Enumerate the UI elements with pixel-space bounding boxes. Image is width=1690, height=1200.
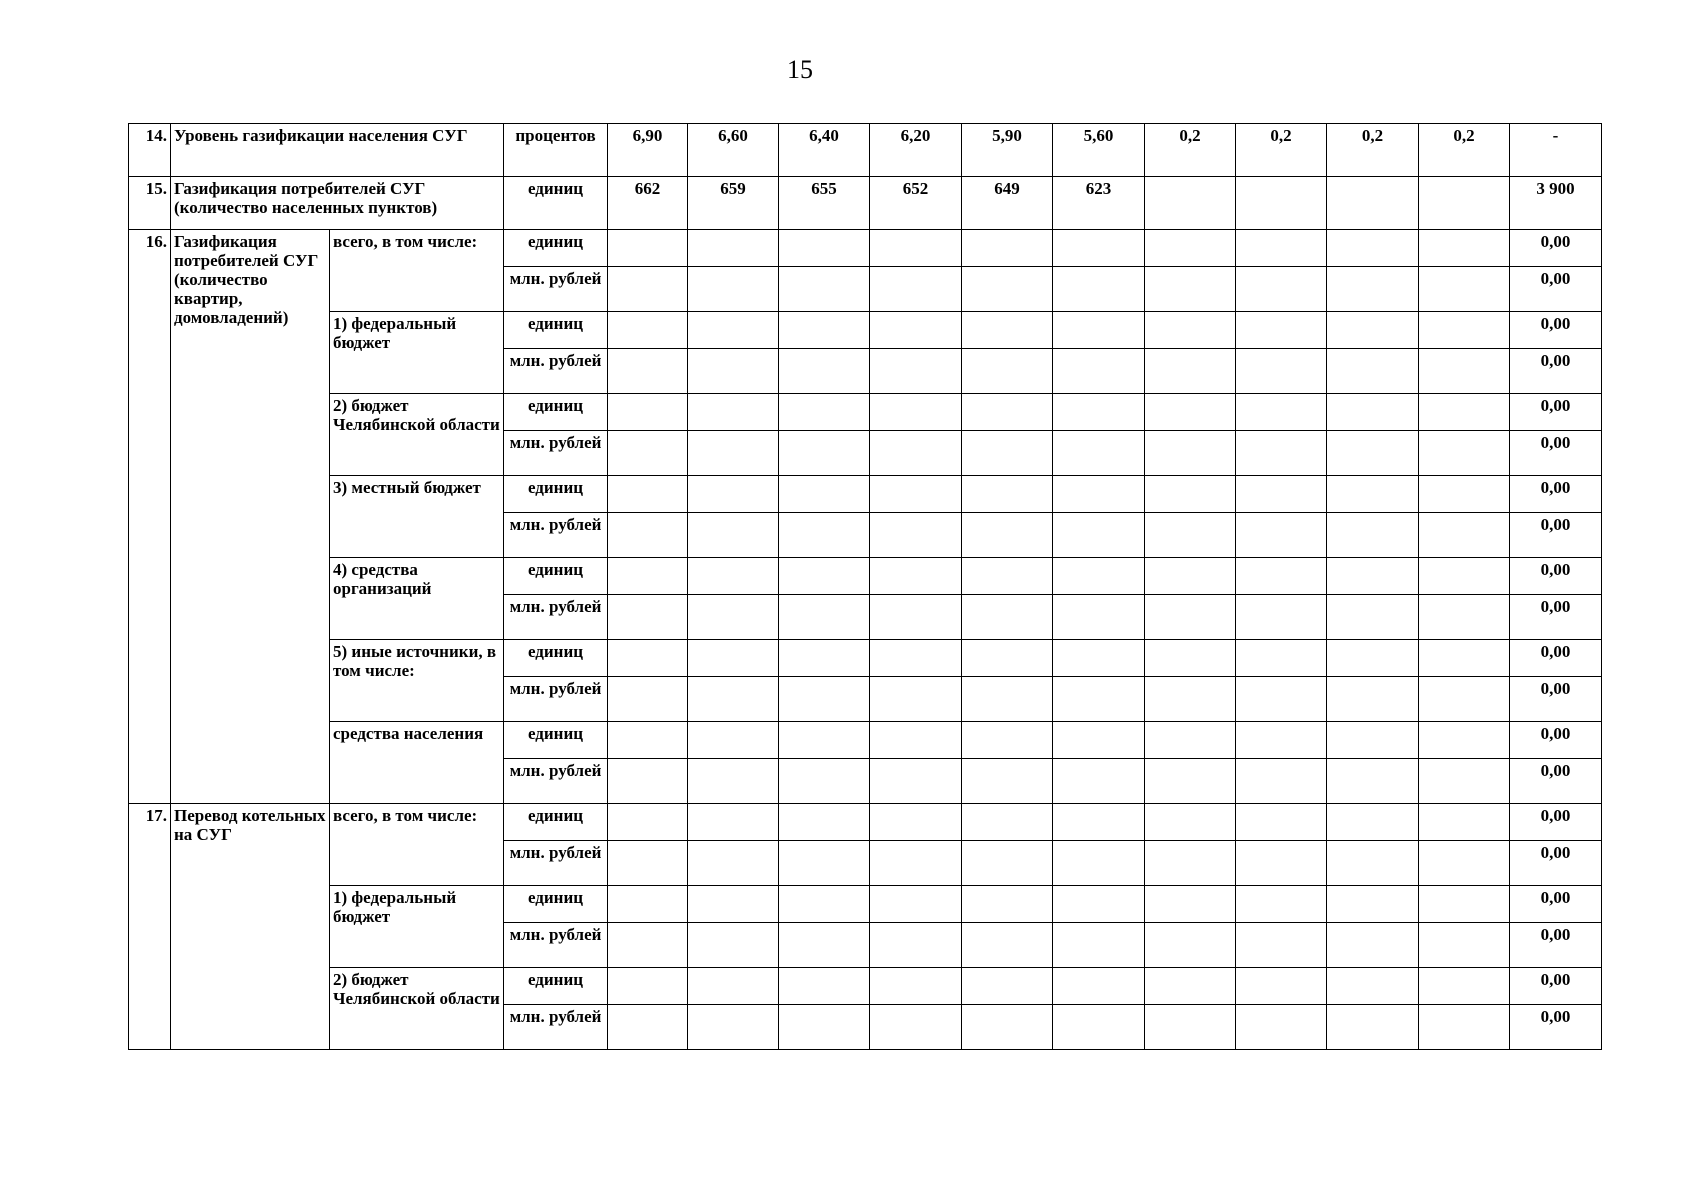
value-cell — [1053, 394, 1145, 431]
funding-source: 1) федеральный бюджет — [330, 312, 504, 394]
value-cell — [1053, 312, 1145, 349]
value-cell — [962, 595, 1053, 640]
value-cell — [1236, 476, 1327, 513]
unit-cell: млн. рублей — [504, 759, 608, 804]
value-cell — [608, 677, 688, 722]
value-cell — [1327, 677, 1419, 722]
unit-cell: единиц — [504, 886, 608, 923]
value-cell — [688, 476, 779, 513]
value-cell — [779, 968, 870, 1005]
value-cell — [962, 349, 1053, 394]
total-cell: 0,00 — [1510, 1005, 1602, 1050]
value-cell — [870, 513, 962, 558]
unit-cell: процентов — [504, 124, 608, 177]
value-cell — [1145, 841, 1236, 886]
value-cell — [779, 841, 870, 886]
total-cell: 0,00 — [1510, 841, 1602, 886]
value-cell — [608, 431, 688, 476]
value-cell — [1419, 177, 1510, 230]
value-cell — [779, 230, 870, 267]
value-cell — [1053, 968, 1145, 1005]
funding-source: 2) бюджет Челябинской области — [330, 968, 504, 1050]
value-cell — [870, 759, 962, 804]
value-cell — [962, 759, 1053, 804]
value-cell — [1419, 759, 1510, 804]
value-cell — [1419, 923, 1510, 968]
value-cell — [779, 349, 870, 394]
value-cell — [1145, 349, 1236, 394]
value-cell — [1327, 1005, 1419, 1050]
unit-cell: единиц — [504, 804, 608, 841]
value-cell — [1327, 595, 1419, 640]
value-cell — [688, 595, 779, 640]
value-cell: 652 — [870, 177, 962, 230]
value-cell — [962, 267, 1053, 312]
unit-cell: единиц — [504, 640, 608, 677]
value-cell — [1236, 968, 1327, 1005]
value-cell — [1236, 177, 1327, 230]
value-cell — [962, 968, 1053, 1005]
value-cell — [1327, 230, 1419, 267]
table-row — [129, 230, 1602, 267]
row-number: 14. — [129, 124, 171, 177]
table-row — [129, 177, 1602, 230]
total-cell: 0,00 — [1510, 640, 1602, 677]
value-cell — [1236, 677, 1327, 722]
value-cell — [1236, 1005, 1327, 1050]
value-cell — [608, 841, 688, 886]
value-cell — [1236, 640, 1327, 677]
value-cell — [870, 476, 962, 513]
unit-cell: единиц — [504, 394, 608, 431]
value-cell — [1236, 431, 1327, 476]
value-cell — [1145, 431, 1236, 476]
value-cell — [1236, 595, 1327, 640]
value-cell — [962, 394, 1053, 431]
value-cell — [1053, 513, 1145, 558]
value-cell — [1145, 640, 1236, 677]
value-cell: 655 — [779, 177, 870, 230]
value-cell — [1419, 230, 1510, 267]
value-cell: 0,2 — [1236, 124, 1327, 177]
unit-cell: единиц — [504, 312, 608, 349]
value-cell — [870, 394, 962, 431]
value-cell — [870, 722, 962, 759]
value-cell — [1145, 968, 1236, 1005]
table-row — [129, 804, 1602, 841]
value-cell — [1419, 513, 1510, 558]
value-cell: 659 — [688, 177, 779, 230]
total-cell: 0,00 — [1510, 677, 1602, 722]
value-cell — [688, 677, 779, 722]
total-cell: 0,00 — [1510, 595, 1602, 640]
value-cell — [1145, 230, 1236, 267]
value-cell — [608, 759, 688, 804]
table-row — [129, 312, 1602, 349]
value-cell — [1419, 476, 1510, 513]
value-cell — [688, 558, 779, 595]
funding-source: всего, в том числе: — [330, 804, 504, 886]
total-cell: - — [1510, 124, 1602, 177]
total-cell: 0,00 — [1510, 759, 1602, 804]
value-cell — [779, 595, 870, 640]
value-cell — [1419, 349, 1510, 394]
unit-cell: единиц — [504, 230, 608, 267]
value-cell — [1327, 267, 1419, 312]
value-cell — [1236, 558, 1327, 595]
value-cell — [688, 968, 779, 1005]
value-cell — [962, 230, 1053, 267]
funding-source: 4) средства организаций — [330, 558, 504, 640]
funding-source: 2) бюджет Челябинской области — [330, 394, 504, 476]
value-cell — [1236, 759, 1327, 804]
value-cell — [1419, 677, 1510, 722]
value-cell — [870, 923, 962, 968]
value-cell — [1053, 640, 1145, 677]
value-cell — [1327, 722, 1419, 759]
value-cell — [608, 886, 688, 923]
value-cell — [688, 267, 779, 312]
value-cell — [688, 1005, 779, 1050]
value-cell — [1419, 968, 1510, 1005]
value-cell — [962, 476, 1053, 513]
unit-cell: единиц — [504, 558, 608, 595]
value-cell — [1145, 923, 1236, 968]
value-cell — [1145, 476, 1236, 513]
funding-source: 1) федеральный бюджет — [330, 886, 504, 968]
value-cell — [688, 640, 779, 677]
value-cell — [1236, 886, 1327, 923]
unit-cell: млн. рублей — [504, 923, 608, 968]
value-cell — [1053, 230, 1145, 267]
value-cell — [1419, 558, 1510, 595]
value-cell — [962, 1005, 1053, 1050]
value-cell — [1327, 558, 1419, 595]
value-cell — [1419, 841, 1510, 886]
value-cell — [1419, 595, 1510, 640]
value-cell — [1327, 923, 1419, 968]
value-cell — [779, 804, 870, 841]
value-cell — [962, 923, 1053, 968]
value-cell — [1327, 759, 1419, 804]
value-cell — [608, 968, 688, 1005]
total-cell: 0,00 — [1510, 886, 1602, 923]
value-cell — [870, 595, 962, 640]
table-row — [129, 968, 1602, 1005]
unit-cell: единиц — [504, 968, 608, 1005]
total-cell: 0,00 — [1510, 267, 1602, 312]
unit-cell: млн. рублей — [504, 595, 608, 640]
value-cell — [1327, 804, 1419, 841]
funding-source: всего, в том числе: — [330, 230, 504, 312]
value-cell — [1053, 267, 1145, 312]
total-cell: 0,00 — [1510, 923, 1602, 968]
value-cell — [1053, 886, 1145, 923]
value-cell — [1327, 349, 1419, 394]
value-cell — [1236, 394, 1327, 431]
total-cell: 0,00 — [1510, 230, 1602, 267]
value-cell — [962, 841, 1053, 886]
value-cell — [962, 513, 1053, 558]
value-cell — [608, 476, 688, 513]
value-cell — [1053, 804, 1145, 841]
indicator-name: Перевод котельных на СУГ — [171, 804, 330, 1050]
unit-cell: млн. рублей — [504, 1005, 608, 1050]
value-cell — [1327, 312, 1419, 349]
value-cell — [870, 1005, 962, 1050]
total-cell: 3 900 — [1510, 177, 1602, 230]
value-cell — [962, 677, 1053, 722]
funding-source: 5) иные источники, в том числе: — [330, 640, 504, 722]
value-cell — [688, 394, 779, 431]
table-row — [129, 476, 1602, 513]
value-cell — [1327, 431, 1419, 476]
unit-cell: млн. рублей — [504, 267, 608, 312]
value-cell — [1327, 640, 1419, 677]
unit-cell: млн. рублей — [504, 513, 608, 558]
value-cell: 649 — [962, 177, 1053, 230]
value-cell — [870, 804, 962, 841]
value-cell — [1145, 677, 1236, 722]
value-cell — [608, 267, 688, 312]
value-cell — [608, 312, 688, 349]
value-cell — [608, 558, 688, 595]
value-cell — [608, 394, 688, 431]
value-cell — [1236, 267, 1327, 312]
value-cell — [779, 886, 870, 923]
value-cell — [688, 513, 779, 558]
value-cell — [962, 431, 1053, 476]
value-cell — [870, 230, 962, 267]
table-row — [129, 886, 1602, 923]
value-cell — [870, 640, 962, 677]
total-cell: 0,00 — [1510, 968, 1602, 1005]
value-cell — [1145, 886, 1236, 923]
value-cell — [779, 1005, 870, 1050]
value-cell: 0,2 — [1145, 124, 1236, 177]
value-cell — [688, 923, 779, 968]
value-cell — [1236, 513, 1327, 558]
value-cell — [608, 923, 688, 968]
value-cell — [688, 804, 779, 841]
table-row — [129, 640, 1602, 677]
indicator-name: Газификация потребителей СУГ (количество квартир, домовладений) — [171, 230, 330, 804]
value-cell — [1053, 431, 1145, 476]
unit-cell: единиц — [504, 177, 608, 230]
total-cell: 0,00 — [1510, 349, 1602, 394]
value-cell — [608, 595, 688, 640]
value-cell — [688, 886, 779, 923]
total-cell: 0,00 — [1510, 722, 1602, 759]
row-number: 17. — [129, 804, 171, 1050]
value-cell — [688, 349, 779, 394]
value-cell — [1053, 759, 1145, 804]
value-cell — [870, 349, 962, 394]
value-cell — [1419, 394, 1510, 431]
value-cell — [1419, 312, 1510, 349]
value-cell — [1145, 558, 1236, 595]
unit-cell: млн. рублей — [504, 349, 608, 394]
value-cell — [1419, 640, 1510, 677]
unit-cell: единиц — [504, 476, 608, 513]
value-cell — [688, 759, 779, 804]
value-cell — [779, 759, 870, 804]
value-cell — [1419, 1005, 1510, 1050]
total-cell: 0,00 — [1510, 804, 1602, 841]
value-cell — [1419, 722, 1510, 759]
value-cell — [1053, 677, 1145, 722]
value-cell — [779, 267, 870, 312]
value-cell — [779, 476, 870, 513]
value-cell — [870, 968, 962, 1005]
value-cell — [688, 312, 779, 349]
value-cell — [1236, 804, 1327, 841]
value-cell — [779, 923, 870, 968]
value-cell — [688, 230, 779, 267]
unit-cell: млн. рублей — [504, 677, 608, 722]
value-cell — [1145, 394, 1236, 431]
total-cell: 0,00 — [1510, 513, 1602, 558]
value-cell — [962, 558, 1053, 595]
value-cell — [608, 640, 688, 677]
value-cell — [1145, 804, 1236, 841]
value-cell — [1236, 312, 1327, 349]
total-cell: 0,00 — [1510, 476, 1602, 513]
value-cell — [1145, 312, 1236, 349]
value-cell — [1327, 177, 1419, 230]
indicators-table — [128, 123, 1602, 1050]
value-cell — [1053, 349, 1145, 394]
value-cell — [1053, 923, 1145, 968]
value-cell — [608, 349, 688, 394]
value-cell: 6,20 — [870, 124, 962, 177]
value-cell — [1236, 722, 1327, 759]
value-cell — [779, 640, 870, 677]
unit-cell: единиц — [504, 722, 608, 759]
value-cell — [1327, 476, 1419, 513]
value-cell — [1053, 476, 1145, 513]
unit-cell: млн. рублей — [504, 431, 608, 476]
value-cell — [1327, 513, 1419, 558]
value-cell: 6,40 — [779, 124, 870, 177]
value-cell: 5,90 — [962, 124, 1053, 177]
value-cell — [870, 677, 962, 722]
value-cell — [779, 431, 870, 476]
value-cell — [688, 841, 779, 886]
value-cell: 662 — [608, 177, 688, 230]
value-cell — [1236, 349, 1327, 394]
value-cell — [608, 722, 688, 759]
value-cell — [870, 431, 962, 476]
indicator-name: Газификация потребителей СУГ (количество населенных пунктов) — [171, 177, 504, 230]
table-row — [129, 722, 1602, 759]
value-cell — [962, 804, 1053, 841]
value-cell — [779, 722, 870, 759]
value-cell — [1145, 177, 1236, 230]
value-cell — [1053, 841, 1145, 886]
value-cell — [1419, 804, 1510, 841]
total-cell: 0,00 — [1510, 312, 1602, 349]
value-cell — [1419, 431, 1510, 476]
value-cell — [1053, 595, 1145, 640]
value-cell — [779, 513, 870, 558]
value-cell — [1053, 722, 1145, 759]
table-row — [129, 558, 1602, 595]
value-cell — [1145, 722, 1236, 759]
value-cell: 6,60 — [688, 124, 779, 177]
value-cell — [870, 312, 962, 349]
value-cell — [779, 394, 870, 431]
funding-source: 3) местный бюджет — [330, 476, 504, 558]
value-cell — [779, 558, 870, 595]
value-cell — [1236, 230, 1327, 267]
page-number: 15 — [787, 55, 813, 84]
value-cell — [1145, 513, 1236, 558]
value-cell — [962, 722, 1053, 759]
value-cell — [1236, 923, 1327, 968]
row-number: 16. — [129, 230, 171, 804]
total-cell: 0,00 — [1510, 431, 1602, 476]
value-cell — [1327, 886, 1419, 923]
funding-source: средства населения — [330, 722, 504, 804]
value-cell — [870, 558, 962, 595]
value-cell — [1419, 886, 1510, 923]
value-cell — [962, 640, 1053, 677]
value-cell: 623 — [1053, 177, 1145, 230]
value-cell — [1053, 1005, 1145, 1050]
value-cell — [608, 1005, 688, 1050]
indicator-name: Уровень газификации населения СУГ — [171, 124, 504, 177]
value-cell — [608, 804, 688, 841]
value-cell — [1053, 558, 1145, 595]
value-cell — [1145, 267, 1236, 312]
value-cell: 5,60 — [1053, 124, 1145, 177]
unit-cell: млн. рублей — [504, 841, 608, 886]
value-cell — [870, 886, 962, 923]
total-cell: 0,00 — [1510, 394, 1602, 431]
value-cell — [1327, 841, 1419, 886]
value-cell — [1327, 394, 1419, 431]
value-cell — [1145, 595, 1236, 640]
value-cell — [962, 312, 1053, 349]
table-row — [129, 124, 1602, 177]
value-cell — [870, 267, 962, 312]
value-cell — [779, 312, 870, 349]
value-cell — [688, 431, 779, 476]
value-cell — [779, 677, 870, 722]
value-cell — [1145, 1005, 1236, 1050]
value-cell — [870, 841, 962, 886]
value-cell — [1145, 759, 1236, 804]
total-cell: 0,00 — [1510, 558, 1602, 595]
value-cell — [1236, 841, 1327, 886]
value-cell — [962, 886, 1053, 923]
value-cell — [688, 722, 779, 759]
row-number: 15. — [129, 177, 171, 230]
value-cell: 0,2 — [1419, 124, 1510, 177]
value-cell — [1419, 267, 1510, 312]
value-cell — [608, 513, 688, 558]
value-cell — [1327, 968, 1419, 1005]
value-cell: 6,90 — [608, 124, 688, 177]
value-cell: 0,2 — [1327, 124, 1419, 177]
table-row — [129, 394, 1602, 431]
value-cell — [608, 230, 688, 267]
